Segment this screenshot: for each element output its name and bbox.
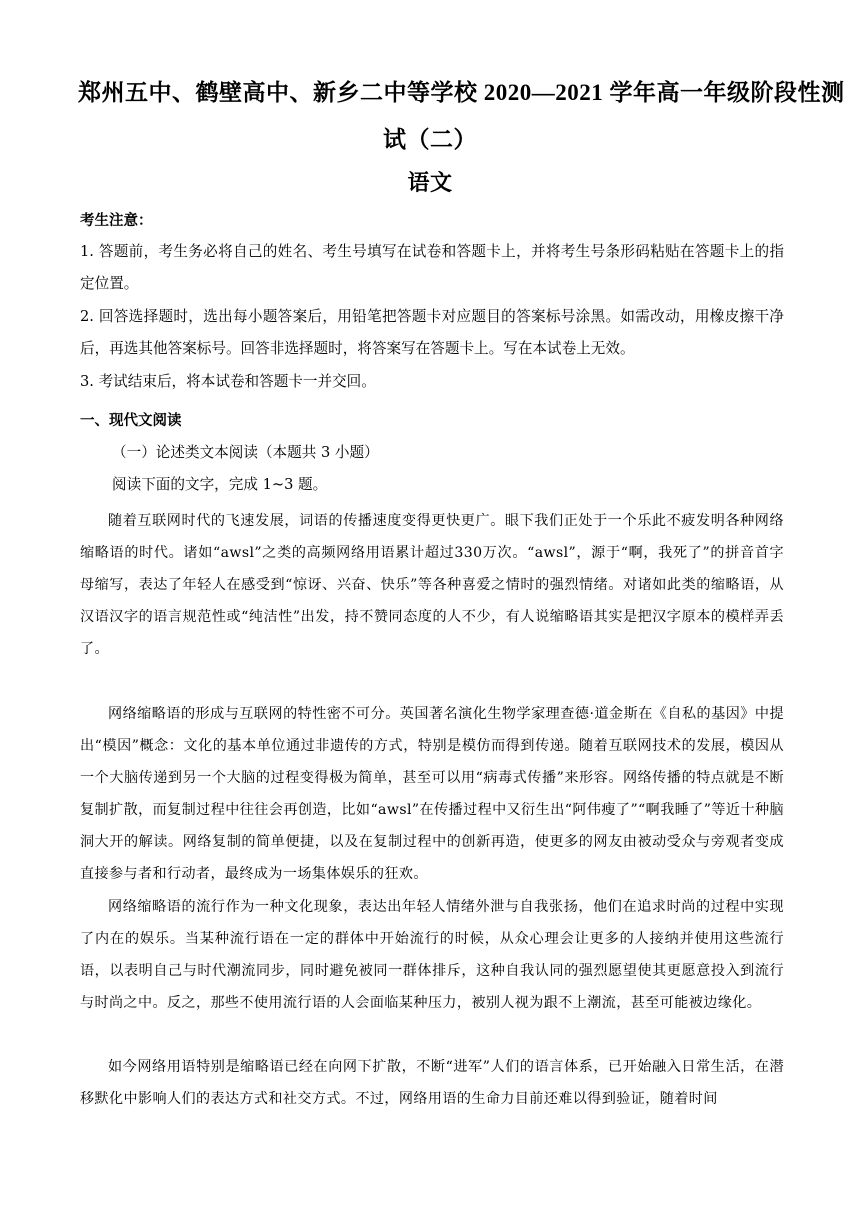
passage-paragraph-3: 网络缩略语的流行作为一种文化现象，表达出年轻人情绪外泄与自我张扬，他们在追求时尚的过程中实现了内在的娱乐。当某种流行语在一定的群体中开始流行的时候，从众心理会让更多的人接纳并使用这些流行语，以表明自己与时代潮流同步，同时避免被同一群体排斥，这种自我认同的强烈愿望使其更愿意投入到流行与时尚之中。反之，那些不使用流行语的人会面临某种压力，被别人视为跟不上潮流，甚至可能被边缘化。 [80,899,784,1012]
passage-paragraph-4: 如今网络用语特别是缩略语已经在向网下扩散，不断“进军”人们的语言体系，已开始融入日常生活，在潜移默化中影响人们的表达方式和社交方式。不过，网络用语的生命力目前还难以得到验证，随着时间 [80,1059,784,1108]
notice-item-2: 2. 回答选择题时，选出每小题答案后，用铅笔把答题卡对应题目的答案标号涂黑。如需改动，用橡皮擦干净后，再选其他答案标号。回答非选择题时，将答案写在答题卡上。写在本试卷上无效。 [80,308,784,358]
subsection-title: （一）论述类文本阅读（本题共 3 小题） [112,444,379,461]
exam-title-line2: 试（二） [383,127,477,152]
section-title: 一、现代文阅读 [80,412,182,429]
passage-paragraph-2: 网络缩略语的形成与互联网的特性密不可分。英国著名演化生物学家理查德·道金斯在《自私的基因》中提出“模因”概念：文化的基本单位通过非遗传的方式，特别是模仿而得到传递。随着互联网技术的发展，模因从一个大脑传递到另一个大脑的过程变得极为简单，甚至可以用“病毒式传播”来形容。网络传播的特点就是不断复制扩散，而复制过程中往往会再创造，比如“awsl”在传播过程中又衍生出“阿伟瘦了”“啊我睡了”等近十种脑洞大开的解读。网络复制的简单便捷，以及在复制过程中的创新再造，使更多的网友由被动受众与旁观者变成直接参与者和行动者，最终成为一场集体娱乐的狂欢。 [80,706,784,883]
exam-title-line1: 郑州五中、鹤壁高中、新乡二中等学校 2020—2021 学年高一年级阶段性测 [78,80,845,105]
notice-item-3: 3. 考试结束后，将本试卷和答题卡一并交回。 [80,373,376,390]
reading-instruction: 阅读下面的文字，完成 1~3 题。 [112,476,328,493]
notice-item-1: 1. 答题前，考生务必将自己的姓名、考生号填写在试卷和答题卡上，并将考生号条形码粘贴在答题卡上的指定位置。 [80,243,784,293]
passage-paragraph-1: 随着互联网时代的飞速发展，词语的传播速度变得更快更广。眼下我们正处于一个乐此不疲发明各种网络缩略语的时代。诸如“awsl”之类的高频网络用语累计超过330万次。“awsl”，源于“啊，我死了”的拼音首字母缩写，表达了年轻人在感受到“惊讶、兴奋、快乐”等各种喜爱之情时的强烈情绪。对诸如此类的缩略语，从汉语汉字的语言规范性或“纯洁性”出发，持不赞同态度的人不少，有人说缩略语其实是把汉字原本的模样弄丢了。 [80,513,784,658]
notice-heading: 考生注意： [80,212,153,229]
subject-title: 语文 [407,170,453,195]
